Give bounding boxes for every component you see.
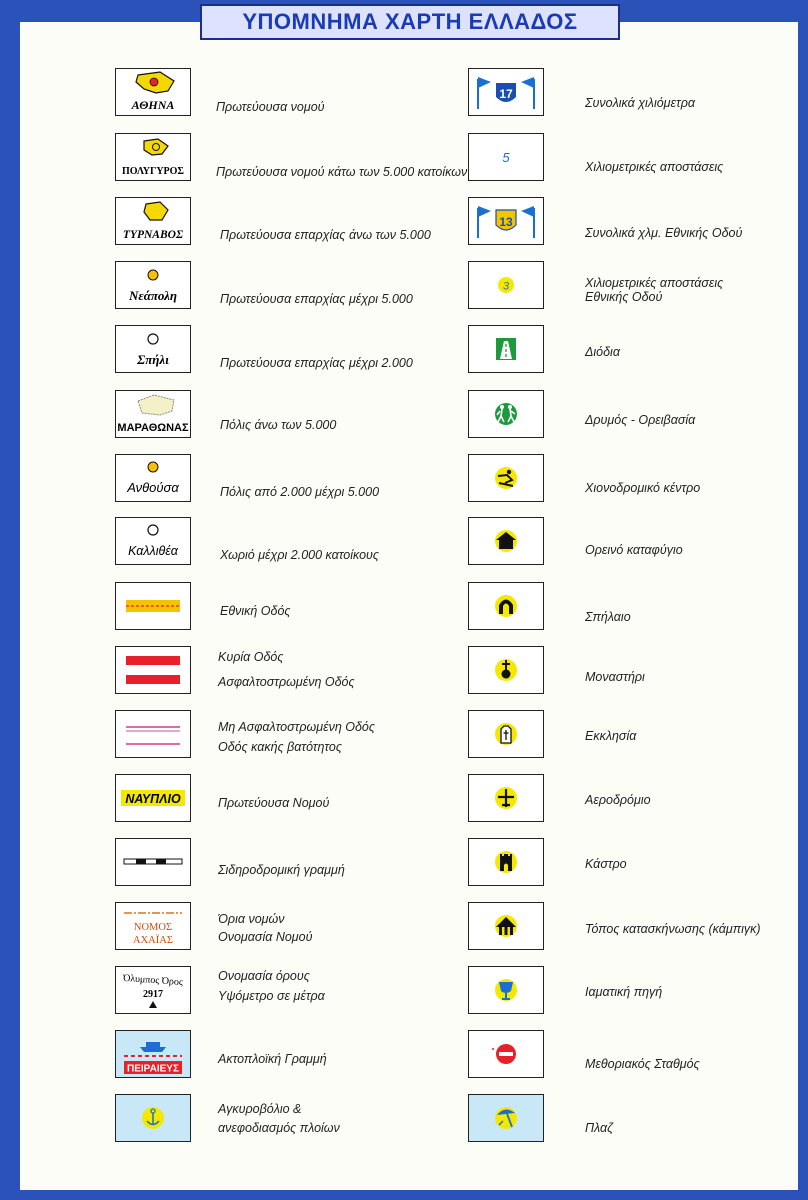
legend-label: Ονομασία όρους Υψόμετρο σε μέτρα bbox=[218, 969, 325, 1003]
legend-label: Πλαζ bbox=[585, 1121, 613, 1135]
legend-label: Αγκυροβόλιο & ανεφοδιασμός πλοίων bbox=[218, 1102, 340, 1135]
anchorage-icon bbox=[115, 1094, 191, 1142]
legend-label: Ιαματική πηγή bbox=[585, 985, 663, 999]
castle-icon bbox=[468, 838, 544, 886]
legend-label: Μοναστήρι bbox=[585, 670, 645, 684]
province-capital-large-symbol bbox=[115, 197, 191, 245]
camping-icon bbox=[468, 902, 544, 950]
monastery-icon bbox=[468, 646, 544, 694]
ferry-line-symbol bbox=[115, 1030, 191, 1078]
legend-label: Σπήλαιο bbox=[585, 610, 631, 624]
legend-label: Πρωτεύουσα νομού κάτω των 5.000 κατοίκων bbox=[216, 165, 468, 179]
capital-prefecture-symbol bbox=[115, 68, 191, 116]
legend-label: Εκκλησία bbox=[585, 729, 637, 743]
spa-icon bbox=[468, 966, 544, 1014]
legend-label: Συνολικά χλμ. Εθνικής Οδού bbox=[585, 226, 743, 240]
symbol-label: 17 bbox=[499, 87, 513, 101]
legend-label: Σιδηροδρομική γραμμή bbox=[218, 863, 345, 877]
railway-symbol bbox=[115, 838, 191, 886]
legend-label: Εθνική Οδός bbox=[220, 604, 291, 618]
legend-label: Ακτοπλοϊκή Γραμμή bbox=[218, 1052, 327, 1066]
symbol-label-2: ΑΧΑΪΑΣ bbox=[133, 935, 173, 946]
beach-icon bbox=[468, 1094, 544, 1142]
legend-label: Πόλις από 2.000 μέχρι 5.000 bbox=[220, 485, 380, 499]
legend-label: Τόπος κατασκήνωσης (κάμπιγκ) bbox=[585, 922, 761, 936]
main-road-symbol bbox=[115, 646, 191, 694]
legend-label: Χιλιομετρικές αποστάσεις Εθνικής Οδού bbox=[585, 276, 724, 304]
symbol-label: Όλυμπος Όρος bbox=[122, 972, 184, 989]
symbol-label: ΜΑΡΑΘΩΝΑΣ bbox=[117, 422, 189, 434]
hiking-icon bbox=[468, 390, 544, 438]
province-capital-small-symbol bbox=[115, 325, 191, 373]
mountain-symbol bbox=[115, 966, 191, 1014]
church-icon bbox=[468, 710, 544, 758]
total-km-icon bbox=[468, 68, 544, 116]
legend-label: Μη Ασφαλτοστρωμένη Οδός Οδός κακής βατότητος bbox=[218, 720, 375, 754]
symbol-label: 3 bbox=[502, 280, 510, 293]
legend-label: Αεροδρόμιο bbox=[585, 793, 651, 807]
ski-center-icon bbox=[468, 454, 544, 502]
legend-label: Δρυμός - Ορειβασία bbox=[585, 413, 696, 427]
legend-label: Χιονοδρομικό κέντρο bbox=[585, 481, 701, 495]
legend-label: Συνολικά χιλιόμετρα bbox=[585, 96, 695, 110]
national-road-total-km-icon bbox=[468, 197, 544, 245]
tolls-icon bbox=[468, 325, 544, 373]
national-road-symbol bbox=[115, 582, 191, 630]
prefecture-capital-label-symbol bbox=[115, 774, 191, 822]
symbol-label: 5 bbox=[502, 150, 510, 165]
symbol-label: ΝΑΥΠΛΙΟ bbox=[125, 792, 181, 806]
legend-label: Όρια νομών Ονομασία Νομού bbox=[218, 912, 313, 944]
legend-label: Πρωτεύουσα επαρχίας μέχρι 2.000 bbox=[220, 356, 413, 370]
legend-label: Πρωτεύουσα νομού bbox=[216, 100, 325, 114]
border-station-icon bbox=[468, 1030, 544, 1078]
province-capital-medium-symbol bbox=[115, 261, 191, 309]
symbol-label: ΑΘΗΝΑ bbox=[131, 98, 175, 112]
symbol-label-2: 2917 bbox=[143, 989, 163, 1000]
legend-label: Πρωτεύουσα Νομού bbox=[218, 796, 330, 810]
town-large-symbol bbox=[115, 390, 191, 438]
symbol-label: Νεάπολη bbox=[129, 288, 177, 303]
legend-label: Πόλις άνω των 5.000 bbox=[220, 418, 337, 432]
symbol-label: 13 bbox=[499, 215, 513, 229]
symbol-label: ΝΟΜΟΣ bbox=[133, 922, 173, 933]
legend-label: Διόδια bbox=[585, 345, 620, 359]
legend-label: Χιλιομετρικές αποστάσεις bbox=[585, 160, 724, 174]
mountain-refuge-icon bbox=[468, 517, 544, 565]
symbol-label: Ανθούσα bbox=[127, 480, 179, 495]
legend-title: ΥΠΟΜΝΗΜΑ ΧΑΡΤΗ ΕΛΛΑΔΟΣ bbox=[242, 9, 578, 34]
legend-title-box bbox=[200, 4, 620, 40]
national-road-km-distance-icon bbox=[468, 261, 544, 309]
legend-label: Κάστρο bbox=[585, 857, 627, 871]
cave-icon bbox=[468, 582, 544, 630]
legend-label: Χωριό μέχρι 2.000 κατοίκους bbox=[220, 548, 379, 562]
legend-label: Ορεινό καταφύγιο bbox=[585, 543, 683, 557]
unpaved-road-symbol bbox=[115, 710, 191, 758]
airport-icon bbox=[468, 774, 544, 822]
km-distance-icon bbox=[468, 133, 544, 181]
symbol-label: Σπήλι bbox=[137, 352, 169, 367]
small-capital-prefecture-symbol bbox=[115, 133, 191, 181]
legend-label: Κυρία Οδός Ασφαλτοστρωμένη Οδός bbox=[218, 650, 355, 689]
symbol-label: Καλλιθέα bbox=[128, 544, 178, 558]
symbol-label: ΤΥΡΝΑΒΟΣ bbox=[122, 229, 184, 241]
legend-label: Πρωτεύουσα επαρχίας μέχρι 5.000 bbox=[220, 292, 413, 306]
prefecture-border-symbol bbox=[115, 902, 191, 950]
village-symbol bbox=[115, 517, 191, 565]
symbol-label: ΠΟΛΥΓΥΡΟΣ bbox=[122, 166, 184, 177]
legend-label: Μεθοριακός Σταθμός bbox=[585, 1057, 700, 1071]
town-medium-symbol bbox=[115, 454, 191, 502]
symbol-label: ΠΕΙΡΑΙΕΥΣ bbox=[127, 1063, 179, 1075]
legend-label: Πρωτεύουσα επαρχίας άνω των 5.000 bbox=[220, 228, 431, 242]
